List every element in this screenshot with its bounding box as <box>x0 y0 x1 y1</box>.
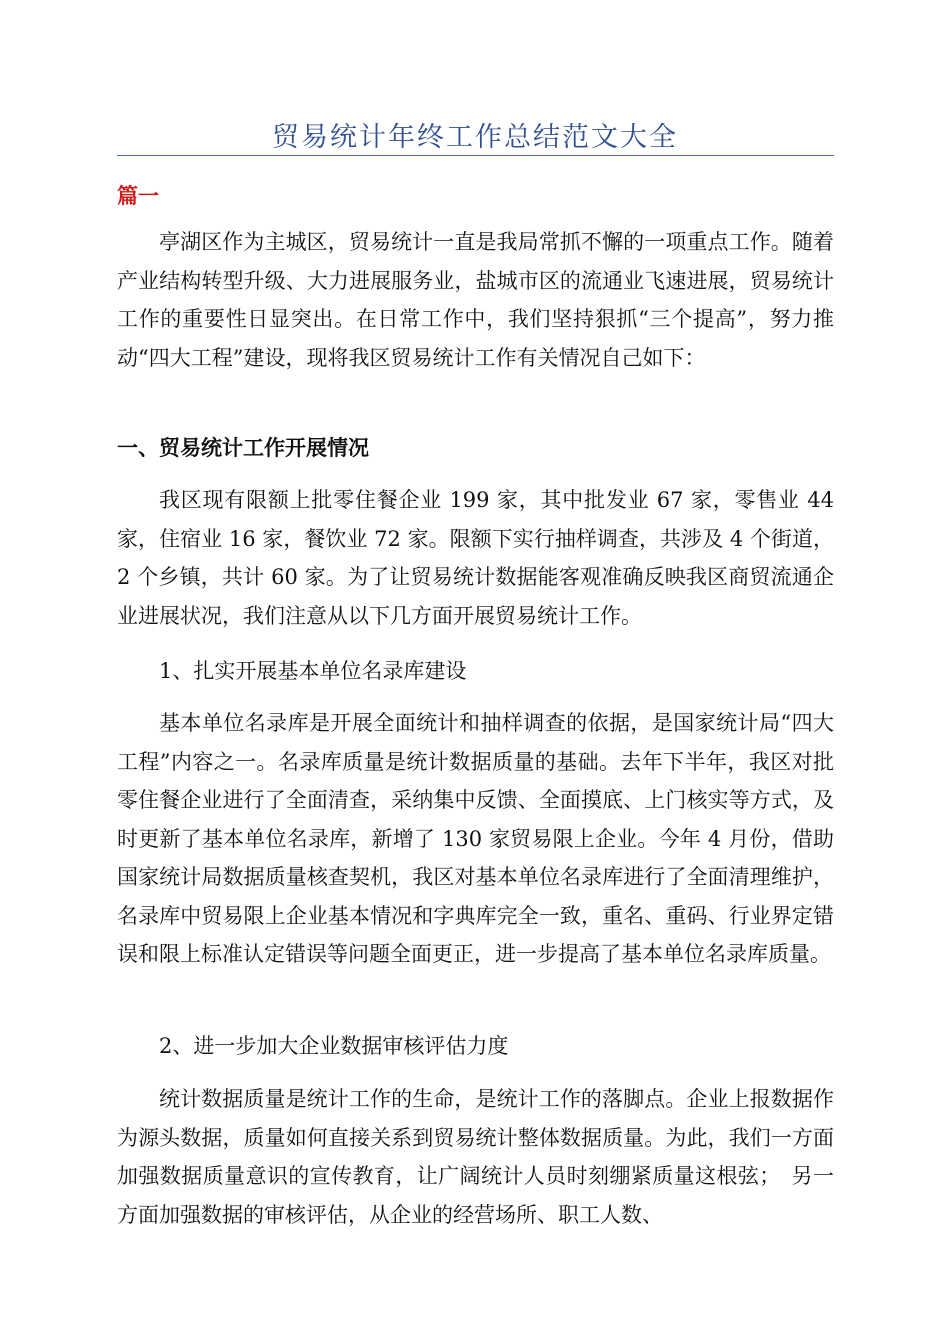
subheading-2: 2、进一步加大企业数据审核评估力度 <box>159 1034 509 1058</box>
body-paragraph-1: 我区现有限额上批零住餐企业 199 家，其中批发业 67 家，零售业 44 家，住宿业 16 家，餐饮业 72 家。限额下实行抽样调查，共涉及 4 个街道，2 个乡镇，共计 60 家。为了让贸易统计数据能客观准确反映我区商贸流通企业进展状况，我们注意从以下几方面开展贸易统计工作。 <box>117 488 834 628</box>
subheading-1: 1、扎实开展基本单位名录库建设 <box>159 659 467 683</box>
title-underline <box>117 155 834 156</box>
section-label: 篇一 <box>117 184 159 208</box>
body-paragraph-3: 统计数据质量是统计工作的生命，是统计工作的落脚点。企业上报数据作为源头数据，质量如何直接关系到贸易统计整体数据质量。为此，我们一方面加强数据质量意识的宣传教育，让广阔统计人员时刻绷紧质量这根弦； 另一方面加强数据的审核评估，从企业的经营场所、职工人数、 <box>117 1087 834 1227</box>
intro-paragraph: 亭湖区作为主城区，贸易统计一直是我局常抓不懈的一项重点工作。随着产业结构转型升级、大力进展服务业，盐城市区的流通业飞速进展，贸易统计工作的重要性日显突出。在日常工作中，我们坚持狠抓“三个提高”，努力推动“四大工程”建设，现将我区贸易统计工作有关情况自己如下： <box>117 230 834 370</box>
document-title: 贸易统计年终工作总结范文大全 <box>272 122 678 153</box>
section-heading: 一、贸易统计工作开展情况 <box>117 436 369 460</box>
body-paragraph-2: 基本单位名录库是开展全面统计和抽样调查的依据，是国家统计局“四大工程”内容之一。名录库质量是统计数据质量的基础。去年下半年，我区对批零住餐企业进行了全面清查，采纳集中反馈、全面摸底、上门核实等方式，及时更新了基本单位名录库，新增了 130 家贸易限上企业。今年 4 月份，借助国家统计局数据质量核查契机，我区对基本单位名录库进行了全面清理维护，名录库中贸易限上企业基本情况和字典库完全一致，重名、重码、行业界定错误和限上标准认定错误等问题全面更正，进一步提高了基本单位名录库质量。 <box>117 711 834 966</box>
